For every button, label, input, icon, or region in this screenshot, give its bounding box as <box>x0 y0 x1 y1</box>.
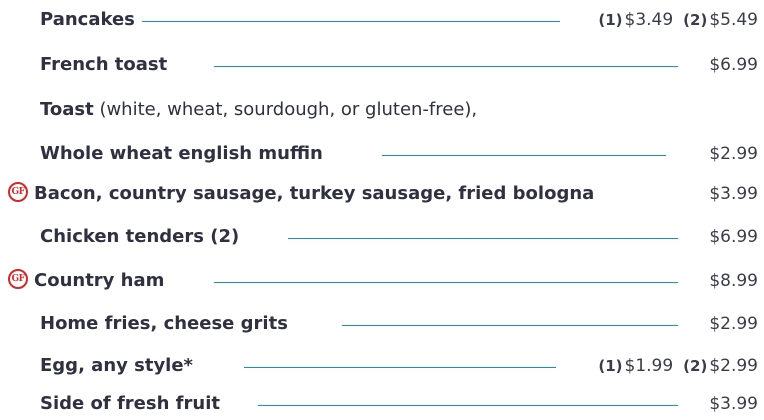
price-value: $3.49 <box>624 10 674 30</box>
item-price <box>709 138 758 170</box>
price-size-label: (1) <box>598 357 623 375</box>
item-name-text: Home fries, cheese grits <box>40 313 288 334</box>
menu-item-french-toast <box>0 49 764 81</box>
item-price <box>709 49 758 81</box>
item-name <box>40 388 220 420</box>
price-value: $5.49 <box>709 10 758 30</box>
leader-line <box>382 155 666 156</box>
item-price <box>598 4 758 36</box>
menu-item-english-muffin <box>0 138 764 170</box>
item-price <box>709 178 758 210</box>
price-value: $3.99 <box>709 184 758 204</box>
item-name <box>40 350 193 382</box>
item-name <box>40 308 288 340</box>
item-price <box>709 265 758 297</box>
price-value: $1.99 <box>624 356 674 376</box>
item-name <box>40 138 323 170</box>
item-price <box>709 221 758 253</box>
price-size-label: (2) <box>683 357 708 375</box>
item-description: (white, wheat, sourdough, or gluten-free), <box>93 99 478 120</box>
item-name <box>34 178 594 210</box>
leader-line <box>142 21 560 22</box>
price-value: $6.99 <box>709 227 758 247</box>
item-name-text: Pancakes <box>40 9 135 30</box>
menu-item-egg <box>0 350 764 382</box>
menu-item-bacon-sausage <box>0 178 764 210</box>
item-price <box>709 388 758 420</box>
item-name-text: Toast <box>40 99 94 120</box>
gluten-free-icon: GF <box>8 182 28 202</box>
price-value: $3.99 <box>709 394 758 414</box>
leader-line <box>214 66 678 67</box>
item-name <box>34 265 164 297</box>
leader-line <box>214 282 678 283</box>
item-name-text: Egg, any style* <box>40 355 193 376</box>
menu-item-country-ham <box>0 265 764 297</box>
item-name-text: Side of fresh fruit <box>40 393 220 414</box>
item-price <box>598 350 758 382</box>
menu-item-fresh-fruit <box>0 388 764 420</box>
item-name-text: Country ham <box>34 270 165 291</box>
menu-item-pancakes <box>0 4 764 36</box>
price-value: $2.99 <box>709 314 758 334</box>
item-price <box>709 308 758 340</box>
price-value: $6.99 <box>709 55 758 75</box>
item-name-text: Chicken tenders (2) <box>40 226 240 247</box>
item-name-text: Bacon, country sausage, turkey sausage, fried bologna <box>34 183 595 204</box>
price-value: $2.99 <box>709 356 758 376</box>
leader-line <box>258 405 678 406</box>
item-name <box>40 49 167 81</box>
leader-line <box>288 238 678 239</box>
item-name-text: French toast <box>40 54 168 75</box>
price-size-label: (2) <box>683 11 708 29</box>
price-value: $2.99 <box>709 144 758 164</box>
price-size-label: (1) <box>598 11 623 29</box>
item-name <box>40 4 135 36</box>
menu-item-home-fries <box>0 308 764 340</box>
item-name <box>40 221 239 253</box>
menu-item-chicken-tenders <box>0 221 764 253</box>
leader-line <box>244 367 556 368</box>
leader-line <box>342 325 678 326</box>
gluten-free-icon: GF <box>8 269 28 289</box>
item-name-text: Whole wheat english muffin <box>40 143 323 164</box>
price-value: $8.99 <box>709 271 758 291</box>
item-name <box>40 94 477 126</box>
menu-item-toast <box>0 94 764 126</box>
